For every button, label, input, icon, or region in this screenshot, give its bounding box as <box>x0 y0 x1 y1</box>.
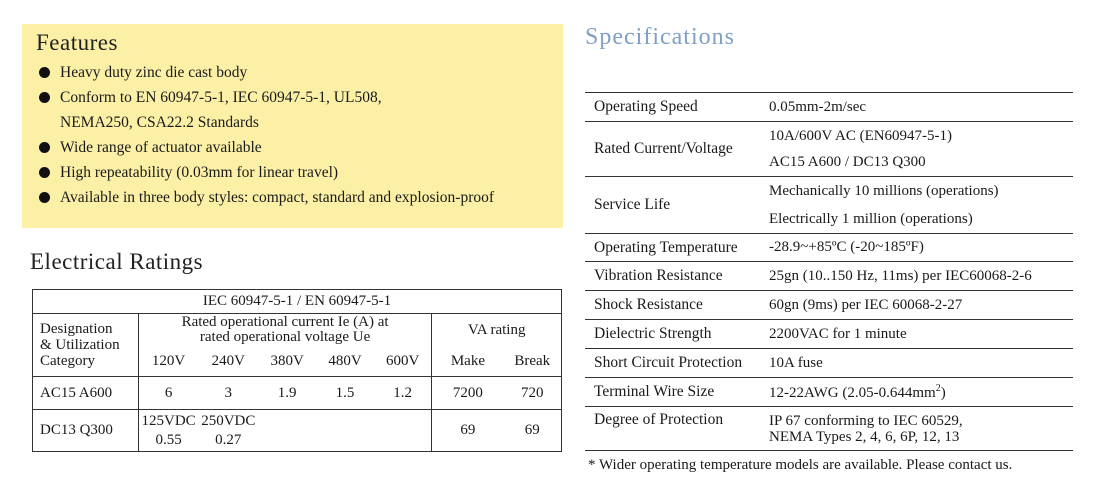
dc-current: 0.55 <box>155 431 182 448</box>
feature-item-continued <box>36 110 563 135</box>
spec-value-line: Mechanically 10 millions (operations) <box>769 183 999 199</box>
spec-value <box>769 177 1073 234</box>
dc-current: 0.27 <box>215 431 242 448</box>
spec-value: 2200VAC for 1 minute <box>769 325 907 342</box>
category-dc: DC13 Q300 <box>33 410 139 452</box>
spec-value-line: IP 67 conforming to IEC 60529, <box>769 413 963 429</box>
category-ac: AC15 A600 <box>33 377 139 410</box>
table-row <box>33 410 562 452</box>
spec-label: Terminal Wire Size <box>594 383 715 400</box>
spec-label: Shock Resistance <box>594 296 703 313</box>
specifications-title: Specifications <box>585 24 735 50</box>
va-rating-header: VA rating <box>432 314 562 347</box>
bullet-icon <box>39 67 50 78</box>
feature-text: High repeatability (0.03mm for linear travel) <box>60 164 339 181</box>
superscript: 2 <box>935 382 941 394</box>
va-break-value: 720 <box>504 377 562 410</box>
table-row <box>33 290 562 314</box>
bullet-icon <box>39 142 50 153</box>
voltage-header: 240V <box>198 347 258 377</box>
electrical-ratings-table <box>32 289 562 452</box>
feature-text: Heavy duty zinc die cast body <box>60 64 248 81</box>
empty-cell <box>258 410 316 452</box>
current-value: 6 <box>138 377 198 410</box>
table-row <box>585 93 1073 122</box>
bullet-icon <box>39 192 50 203</box>
feature-item <box>36 85 563 110</box>
spec-value-line: 10A/600V AC (EN60947-5-1) <box>769 128 953 144</box>
dc-voltage: 250VDC <box>201 412 256 429</box>
wire-size-close: ) <box>940 384 946 401</box>
current-value: 3 <box>198 377 258 410</box>
spec-value <box>769 407 1073 451</box>
rated-current-header <box>138 314 431 347</box>
bullet-icon <box>39 92 50 103</box>
table-row <box>585 122 1073 177</box>
spec-label: Service Life <box>594 196 671 213</box>
feature-item <box>36 160 563 185</box>
features-title: Features <box>36 30 118 55</box>
standard-header: IEC 60947-5-1 / EN 60947-5-1 <box>33 290 562 314</box>
spec-label: Short Circuit Protection <box>594 354 743 371</box>
rated-header-line: Rated operational current Ie (A) at <box>181 314 389 331</box>
feature-item <box>36 135 563 160</box>
feature-text: Available in three body styles: compact, standard and explosion-proof <box>60 189 495 206</box>
spec-value: 25gn (10..150 Hz, 11ms) per IEC60068-2-6 <box>769 267 1032 284</box>
feature-text: Conform to EN 60947-5-1, IEC 60947-5-1, UL508, <box>60 89 382 106</box>
spec-value: 0.05mm-2m/sec <box>769 98 867 115</box>
va-make-value: 69 <box>432 410 504 452</box>
current-value: 1.9 <box>258 377 316 410</box>
spec-value-line: NEMA Types 2, 4, 6, 6P, 12, 13 <box>769 429 960 445</box>
spec-value <box>769 378 1073 407</box>
spec-label: Vibration Resistance <box>594 267 723 284</box>
rated-header-line: rated operational voltage Ue <box>199 329 371 346</box>
table-row <box>585 291 1073 320</box>
spec-label: Dielectric Strength <box>594 325 712 342</box>
spec-label: Operating Temperature <box>594 238 738 256</box>
voltage-header: 480V <box>316 347 374 377</box>
designation-line: Category <box>40 353 95 369</box>
voltage-header: 380V <box>258 347 316 377</box>
table-row <box>33 314 562 347</box>
current-value: 1.2 <box>374 377 432 410</box>
spec-value: 10A fuse <box>769 354 823 371</box>
spec-value: 60gn (9ms) per IEC 60068-2-27 <box>769 296 963 313</box>
table-row <box>585 407 1073 451</box>
spec-value: -28.9~+85ºC (-20~185ºF) <box>769 239 924 255</box>
spec-value-line: Electrically 1 million (operations) <box>769 211 973 227</box>
dc-cell-1 <box>138 410 198 452</box>
feature-text: NEMA250, CSA22.2 Standards <box>60 114 259 131</box>
voltage-header: 120V <box>138 347 198 377</box>
spec-value-line: AC15 A600 / DC13 Q300 <box>769 154 926 170</box>
va-make-value: 7200 <box>432 377 504 410</box>
designation-header <box>33 314 139 377</box>
features-panel <box>22 24 563 228</box>
current-value: 1.5 <box>316 377 374 410</box>
feature-item <box>36 60 563 85</box>
wire-size-text: 12-22AWG (2.05-0.644mm <box>769 384 936 401</box>
va-break-value: 69 <box>504 410 562 452</box>
feature-text: Wide range of actuator available <box>60 139 262 156</box>
designation-line: & Utilization <box>40 337 120 353</box>
specifications-table <box>585 92 1073 451</box>
bullet-icon <box>39 167 50 178</box>
table-row <box>585 177 1073 234</box>
spec-label: Degree of Protection <box>594 411 724 428</box>
table-row <box>585 320 1073 349</box>
spec-value <box>769 122 1073 177</box>
va-make-header: Make <box>432 347 504 377</box>
table-row <box>585 262 1073 291</box>
spec-label: Operating Speed <box>594 98 698 115</box>
features-list <box>36 60 563 210</box>
dc-cell-2 <box>198 410 258 452</box>
electrical-ratings-title: Electrical Ratings <box>30 249 204 274</box>
feature-item <box>36 185 563 210</box>
voltage-header: 600V <box>374 347 432 377</box>
table-row <box>585 234 1073 262</box>
empty-cell <box>316 410 374 452</box>
table-row <box>585 349 1073 378</box>
va-break-header: Break <box>504 347 562 377</box>
dc-voltage: 125VDC <box>141 412 196 429</box>
table-row <box>585 378 1073 407</box>
empty-cell <box>374 410 432 452</box>
footnote: * Wider operating temperature models are available. Please contact us. <box>588 457 1013 473</box>
table-row <box>33 377 562 410</box>
spec-label: Rated Current/Voltage <box>594 140 733 157</box>
designation-line: Designation <box>40 321 113 337</box>
